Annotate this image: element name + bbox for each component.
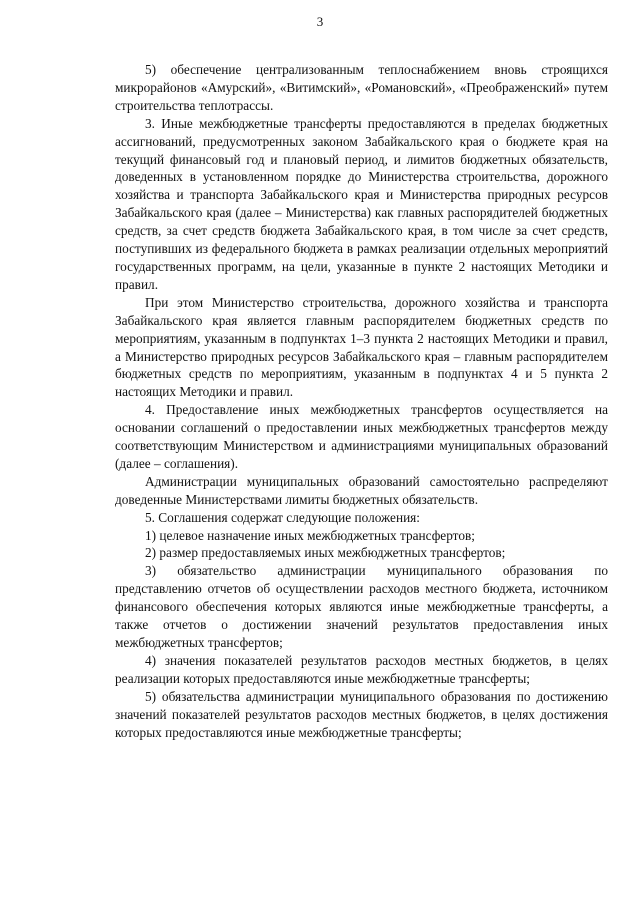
paragraph: 3) обязательство администрации муниципального образования по представлению отчетов об осуществлении расходов местного бюджета, источником финансового обеспечения которых являются иные межбюджетные трансферты, а также отчетов о достижении значений результатов предоставления иных межбюджетных трансфертов; xyxy=(115,563,608,650)
paragraph: 4) значения показателей результатов расходов местных бюджетов, в целях реализации которых предоставляются иные межбюджетные трансферты; xyxy=(115,652,608,686)
paragraph: 1) целевое назначение иных межбюджетных трансфертов; xyxy=(145,527,475,543)
paragraph: 4. Предоставление иных межбюджетных трансфертов осуществляется на основании соглашений о предоставлении иных межбюджетных трансфертов между соответствующим Министерством и администрациями муниципальных образований (далее – соглашения). xyxy=(115,402,608,471)
paragraph: 2) размер предоставляемых иных межбюджетных трансфертов; xyxy=(145,545,506,561)
paragraph: 3. Иные межбюджетные трансферты предоставляются в пределах бюджетных ассигнований, предусмотренных законом Забайкальского края о бюджете края на текущий финансовый год и плановый период, и лимитов бюджетных обязательств, доведенных в установленном порядке до Министерства строительства, дорожного хозяйства и транспорта Забайкальского края и Министерства природных ресурсов Забайкальского края (далее – Министерства) как главных распорядителей бюджетных средств, за счет средств бюджета Забайкальского края, в том числе за счет средств, поступивших из федерального бюджета в рамках реализации отдельных мероприятий государственных программ, на цели, указанные в пункте 2 настоящих Методики и правил. xyxy=(115,115,608,292)
page-number: 3 xyxy=(316,14,324,29)
paragraph: 5) обязательства администрации муниципального образования по достижению значений показателей результатов расходов местных бюджетов, в целях достижения которых предоставляются иные межбюджетные трансферты; xyxy=(115,688,608,740)
document-body xyxy=(115,61,608,741)
paragraph: Администрации муниципальных образований самостоятельно распределяют доведенные Министерствами лимиты бюджетных обязательств. xyxy=(115,473,608,507)
paragraph: 5) обеспечение централизованным теплоснабжением вновь строящихся микрорайонов «Амурский», «Витимский», «Романовский», «Преображенский» путем строительства теплотрассы. xyxy=(115,62,608,113)
paragraph: При этом Министерство строительства, дорожного хозяйства и транспорта Забайкальского края является главным распорядителем бюджетных средств по мероприятиям, указанным в подпунктах 1–3 пункта 2 настоящих Методики и правил, а Министерство природных ресурсов Забайкальского края – главным распорядителем бюджетных средств по мероприятиям, указанным в подпунктах 4 и 5 пункта 2 настоящих Методики и правил. xyxy=(115,294,608,400)
paragraph: 5. Соглашения содержат следующие положения: xyxy=(145,509,420,525)
